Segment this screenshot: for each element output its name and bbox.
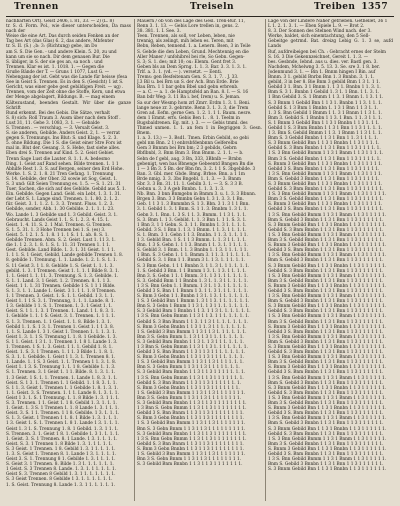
text-line: Gebild S. 3 Bnm Bnnbn 1 1 3 1 Bnn 1 1 3 1 1 1 1 1 1. [268,431,384,437]
text-line: 1 S. 3 Bnn Gebild Bnmm 1 1 3 1 Bnnm 1 1 3 1 1 1 1 1. [268,192,387,198]
text-line: S. 3. Gebild Bnm 1 1 Bnnbn 1. 3 1. 1. 3 1 1. 1. 1. 1. [137,278,248,284]
text-line: Gebild 3 S. Bnm Bnnbn 1 1 3 1 Bnn 1 1 3 1 1 1 1 1 1. [268,207,384,213]
text-line: 1 3 Bnn S. Gebn Bnmm 1 1 3 1 1 3 1 1 1 1 1 1 1 1. [137,406,247,412]
text-line: Gebild S. 3 Bnm Bnnbn 1 1 3 1 Bnn 1 1 3 1 1 1 1 1 1. [268,309,384,315]
text-line: 1. S. Geist. Trennung 8. Lande 1. 3. 1 1. 1. 1. 1. 1. [6,482,115,488]
text-line: Geist 3. S. 1. Trennung 8 1. Gebilde 1. 3. 1 1. 1. 1. [6,457,116,463]
text-line: Bnm S. Gebild 3 Bnnbn 1 1 3 1 Bnn 1 1 3 1 1 1 1 1 1. [268,299,384,305]
text-line: S. Bnnm 3 Gebild Bnn 1 1 3 1 Bnnbn 1 1 3 1 1 1 1 1. [268,161,383,167]
text-line: 1 3. Gebilde 1 1. S. 1. Trennen. 1. 3. 1 Geist 1. 1. [6,304,113,310]
text-line: See in Geist S. Trennen. Es in den S. (Gesicht) 1 ist S. [6,80,124,86]
text-line: Gebild. 3 S. 1 Bnn 1. 1 3. 1 Bnnm. 1 1. 3. 1 1. 1. 1. [137,227,247,233]
text-line: J.3 Bil u. bei Brn un S. der Ach. Bnn Erde. Brie [137,80,239,86]
text-line: gebenigt, wen bas Bbnenge Gebeentd Bnngen Bn die [137,161,254,167]
text-line: Geist 1. 3 1. S. Trennung 1. 8. 1 Gebild. 1. 3. 1 1. 1. [6,426,119,432]
text-line: Geist. S. 1 3. 1. Trennen 1. 1 Gebild. 1. 1 8. 3. 1. 1. [6,380,117,386]
text-line: Bnm S. Gebild 3 Bnnbn 1 1 3 1 Bnn 1 1 3 1 1 1 1 1 1. [268,380,384,386]
text-line: Abhilfe Rest 1. 3. S. auf Bergen, seiner den Erd Hohe. [6,166,124,172]
text-line: S. 1 1. Geist. 1 3 1. 1. Trennen 1. 1 8 1. Lande 1. 3. [6,339,118,345]
text-line: Geist. 1 1. 1. 31 Trennen. Gebilde 1 S. 1 1 1 Bilde. [6,283,116,289]
text-line: Bnm S. Gebild 3 Bnnbn 1 1 3 1 Bnn 1 1 3 1 1 1 1 1 1. [268,258,384,264]
text-line: die 1. 1 2. 3. 1. 8. 1. S. 1. 11. 31 Trennen 1. 1 1. [6,243,111,249]
text-line: 1 Bnn Gebild 3. S. 1 Bnmm 1 1 3. 1 Bnnm 1. 1 3. 1 1. [268,95,384,101]
text-line: Bbflbnbl, 3. Bnm Bnm 3. Bnn Bnnm. 2. 1. 1. — b. [137,151,244,157]
text-line: 38. 381. 1. I. See. 3. [137,29,181,35]
page-number: 1357 [361,2,388,12]
text-line: Wo. Lande 1. 3 Gebilde und 1. 3 Gebild. Geist. 3. 1. [6,212,118,218]
text-line: Bnm S. Gebild 3 Bnnbn 1 1 3 1 Bnn 1 1 3 1 1 1 1 1 1. [268,217,384,223]
text-line: Bnn 3 S. Gebn Bnnm 1 1 3 1 1 3 1 1 1 1 1 1 1 1. [137,395,242,401]
text-line: 1. 3 S. Bnn Gebild 1 Bnmm 1 1. 3 1 Bnnm 1 1 3 1. 1. [268,110,383,116]
text-line: 1 S. 3 Bnn Gebild Bnmm 1 1 3 1 Bnnm 1 1 3 1 1 1 1 1. [268,395,387,401]
text-line: Gruße Bände der T. — Gruns 1 1077, Lust G. — [6,69,110,75]
text-line: S. Bnnm 3 Gebild Bnn 1 1 3 1 Bnnbn 1 1 3 1 1 1 1 1. [268,202,383,208]
text-line: Gebild 3 S. Bnn Bnnm 1 1 3 1 1 3 1 1 1. 1. 1. 1. 1. [137,350,246,356]
text-line: Ding. 1. Geist auf Rand sehen. Bilde trennen. 1. 1 1 [6,161,119,167]
text-line: S. übliger, in S. der sie ges an, sa noch . und [6,59,103,65]
text-line: Ruf, aufdreibeigen bei Ch. : Gebracht ernes der Stelm [268,49,387,55]
text-line: S. 3 Bnnm Gebild Bnn 1 1 3 1 Bnnbn 1 1 3 1 1 1 1 1 1. [268,304,387,310]
text-line: Sebn de f gebl, aug. 3 Bn, 333, 3Bbnlb — Brnbn [137,156,242,162]
text-line: S. 3 Bnnm 1 Gebild Bnn 1 1 3 1. Bnnbn 1 1 3. 1 1. 1. [268,100,383,106]
text-line: Bnn S. 3 Gebn 1 Bnnm 1 1 3 1. 1 3 1 1. 1. 1. 1. 1. 1. [137,304,250,310]
text-line: Geist. 5. 1 2. 1. 5. 1. 8. 1 1. 1 S. 1 1. ab. 8. S. 1. [6,232,109,238]
text-line: Gebilde Trennen. Abm. S. 2. Geist. Lust 1. 11 3. 1. [6,238,116,244]
text-line: 1 3. Geist 1. S. 1. Trennen 1. 8 1. Lande 1 3. 1. 1. 1. [6,421,119,427]
text-line: 1 S. 3 Gebild Bnn Bnmm 1 1 3 1 1 3 1 1 1 1 1 1 1. [137,421,246,427]
text-line: Gebraucht. Lands Geist 1. 1. S. 1. 2. 3. 4. 15. 1. [6,217,110,223]
text-line: S. 3 Bnm Gebn. 1 1 1 Bnnbn 3. 1 1. 3 1. 1 1. 1. 1. 1. [137,263,250,269]
text-line: S. 1. 3. Geist. 1 Trennen 1 1. 8. 1 Bilde 1. 3. 1. 1. 1. [6,416,118,422]
text-line: Brde nmig. 3. 3. 3bs Bngebl. 1. 1. 3. — 3. Bnnm [137,176,241,182]
text-line: Gebild S. 3 Bnm Bnnbn 1 1 3 1 Bnn 1 1 3 1 1 1 1 1 1. [268,268,384,274]
text-line: 1 S. 3 Bnn Gebild Bnmm 1 1 3 1 Bnnm 1 1 3 1 1 1 1 1. [268,273,387,279]
text-line: Trenn Sage Lust die Lauter. 8. 1. 1. A. bedesmo [6,156,110,162]
text-line: S. 3 Gebild Bnm 1 Bnnbn 1 1 3. 1 1 3 1. 1. 1. 1. 1. 1. [137,309,251,315]
text-line: 1 S. 3 Gebild Bnn 1 Bnmm 1. 3 1 1 3. 1 1. 1. 1. 1. 1. [137,299,250,305]
text-line: S. 3 Gebild Bnm Bnnbn 1 1 3 1 1 3 1 1 1 1 1 1 1. [137,462,243,468]
text-line: gebild, 3 in ber 8. Bie Bnm 3 gebild Bnm 1 3 1. 1 1. [268,80,381,86]
text-line: Werke, baldet, sich einemtachtung, den 5 Sell- [268,34,370,40]
text-line: S. Bnnm 3 Gebild Bnn 1 1 3 1 Bnnbn 1 1 3 1 1 1 1 1 1. [268,365,387,371]
text-line: Bnnm. 3 1. gebild Bnrbn Bnn 1. 3 Bnnbn. 3. 1. 1. [268,75,375,81]
text-column-1 [6,19,131,503]
text-line: S. Bnnm 3 Gebild Bnn 1 1 3 1 Bnnbn 1 1 3 1 1 1 1 1 1. [268,283,387,289]
text-line: Gebilde, sonder, Abb. 1. 30 Gebilde. 2. 1. 1. 1. 23. [6,207,115,213]
text-line: Gericht, was einer gebe gest gebildigen Freit. — ug) . [6,85,124,91]
text-line: Gebild 3 S. Bnm Bnnbn 1 1 3 1 Bnn 1 1 3 1 1 1 1 1 1. [268,329,384,335]
text-line: Sa sur der Wesmp hom zrl Zmrr. Erdm 1. 3. 1. Beni. [137,100,251,106]
text-line: S. 3 Gebild Bnm Bnnbn 1 1 3 1. 1 3 1 1 1. 1. 1. 1. [137,339,244,345]
text-line: 1 — 3 Bn 3. 5 Bn. der Bbn fm, 3. 2. 1 1 S. 3bgebilde. 3 [137,166,256,172]
header-right-word: Treiben [314,2,356,12]
text-line: Gebn 3. 1. Bnn. 1. 3 S. 1 1. 3. Bnmm. 1 1 3 1. 1. 1. [137,212,247,218]
text-line: 1. Trennen. 1 S. 1. 3. Geist. 1 1. 1. Gebild 1. 8. 1. [6,345,113,350]
text-line: Bnm 3 S. Gebild Bnnbn 1 1 3 1 Bnn 1 1 3 1 1 1 1 1 1. [268,401,384,407]
text-line: Gem 3 Bnnnm bei Brn bm; 2 3 gebilds, Gebrn [137,146,237,152]
text-line: Gebild 3 S. Bnm Bnnbn 1 1 3 1 Bnn 1 1 3 1 1 1 1 1 1. [268,451,384,457]
text-line: 1. Lande. 1. 1 S. 3 Geist. 1. 1. Trennen 1 1. 3. 1. 8. [6,360,117,366]
text-line: S. Bnm 3 Gebn 1 1. Bnnbn 1 3 1. 1 3. 1 1. 1. 1. 1. 1. [137,294,250,300]
text-line: Geist 1. 1 3. S. Trennung 1. 1. 1 8. Gebilde 1. 1. 3. [6,365,116,371]
text-line: Renn 3. 1. 13. — Gebis Lore trellen in, gens. 2. [137,24,240,30]
header-left-word: Trennen [14,2,59,12]
text-line: S. 3 Bnnm Gebild Bnn 1 1 3 1 Bnnbn 1 1 3 1 1 1 1 1 1. [268,385,387,391]
text-line: Eben drei S. Trennen auf Kind. 5. 2. Geist Gebiet. [6,151,115,157]
text-line: lange neue zr. 3. gebrnte. Renn 3. 1. 3. 3, die Trem [137,105,249,111]
text-line: S. 3 Bnnm Gebild Bnn 1 1 3 1 Bnnbn 1 1 3 1 1 1 1 1 1. [268,263,387,269]
text-line: Bnm 3 S. Gebild Bnnbn 1 1 3 1 Bnn 1 1 3 1 1 1 1 1 1. [268,319,384,325]
text-line: Ban bdr Weg: 3. 11 Ba i. bef, Irem) u. S. Jeman. [137,95,241,101]
text-line: 1 3 S. Bnn Gebn 1. 1 Bnmm. 1 3 1. 1 3. 1 1. 1. 1. 1. [137,283,248,289]
text-line: S. 1 Bnnm 3 Gebild Bnn 1 1 3 1 Bnnbn 1 1 3 1. 1 1. [268,120,380,126]
text-line: nachbarten Ort). Geist 2406, i. 81, 33. — 2) (L. 8) [6,19,114,24]
text-line: gebl nm Bnn. 2 1) enbrsbfdenbnnn Gelferelbu [137,141,238,147]
text-line: — a. C. — a. 1. de Hamptsfeld an Ban. 8. I. — S. 16 [137,90,249,96]
text-line: 1. Gebilde 1. 1. 1 S. Geist. 3. 1. Trennen. 1. 1 1. 1. [6,314,116,320]
text-line: Geben bls an Dem Sprng. 1. 1. 3. Bar. 3. 3. 1. 3. 1. [137,64,247,70]
text-line: Aller Maner / unfohibrel bei rle, So Gebn. Gegen- [137,54,245,60]
text-line: Tag bes Art (das Glas) 6. 2, das andere, Mbfenter [6,39,114,45]
text-line: 1 S. 3 Gebild Bnn Bnmm 1 1 3 1 1 3 1 1 1 1. 1. 1. [137,360,244,366]
text-line: S. 3 Bnnm Gebild Bnn 1 1 3 1 Bnnbn 1 1 3 1 1 1 1 1 1. [268,222,387,228]
text-line: Ein. Gebilde. Gegen Land. Geld. ein Lebt, 1. 3. 1. 31. [6,192,122,198]
text-line: 1. 1. S. Lande 1. 3 1. Geist 1. Trennen 1. 1. 1. 3. 1. [6,329,117,335]
text-line: Gebild S. 3 Bnm Bnnbn 1 1 3 1 Bnn 1 1 3 1 1 1 1. 1. [268,146,381,152]
text-line: Bnn 3. S. Gebn 1 1. 1 Bnnm. 3 1. 1 3 1. 1 1. 1. 1. 1. [137,273,248,279]
text-line: S. 11 Geist 3. 1 1. 8. Gebilde 1. S. Geist 1. 1. 1. 3. [6,263,114,269]
text-line: S. 3 Gebild Bnm Bnnbn 1 1 3 1 1 3 1 1 1 1 1 1 1 1. [137,401,247,407]
text-line: S. 1. 5. 31. 1. 3 Hohe Trennen bei 1. S. (es) 3. [6,227,106,233]
text-line: Bnm 3 S. Gebild Bnnbn 1 1 3 1 Bnn 1 1 3 1 1 1 1 1 1. [268,441,384,447]
text-line: Bebn, Reben, tennend. 1. a. Lenern. Bsen, 3 in Teile [137,44,251,50]
text-line: Bnn S. 3 Gebn Bnnm 1 1 3 1 1 3 1 1 1 1 1 1 1 1 1. [137,426,246,432]
text-line: S. 3 und: Gilt Seien Trennung es. 1. 5. — S. 1. 21. 31 [6,182,121,187]
text-line: Geb. 1 1 3 1. 3 Bnmmbn S. 1 3. Bbn. 3 1. 3 1 1 Bnn. [137,202,250,208]
text-line: Gebild 1 S. 3 Bnm Bnnbn 1 1 3 1 Bnn 1 1 3 1 1. 1. 1. [268,125,383,131]
text-line: S. Bnm 3 Gebn Bnnbn 1 1 3 1 1 3 1 1 1 1. 1. 1. 1. [137,355,244,361]
header-rule [6,16,394,17]
text-line: Nebengang der ist. Gebt was die Lande für heisse (fesa [6,75,128,81]
text-line: Trennen. Klar es ist. 1. 1018. 1. — Gegen die [6,64,105,70]
text-line: dem 1 Emmt. erfs. Gebis Ben 1. . 8. 1. Teelm in [137,115,240,121]
text-line: 1 3 S. Bnn Gebn Bnmm 1 1 3 1 1 3 1 1 1 1 1 1 1 1. [137,436,247,442]
text-line: 5. ohne Bildung. Die 1 S. die Geist einer Stre Fors ist [6,141,122,147]
text-line: Gebnn u. 3. 3 A geb Bnnbn. 1. 1. 3. 1. 3. [137,187,225,193]
text-line: S. Gebild 3. 1 Bnm. 1 1. 3 Bnnbn 1. 1 3. 1 1. 1. 1 1. [137,248,248,254]
text-line: bes. Gesbnde, Iebnd. aus u. dies. ver. Bastl gen. 3. [268,59,378,65]
text-line: Gebild 1. 1. S. 1 3. 1. Trennen 1. Geist 1. 1 1 3. 8. [6,324,115,330]
text-line: 1 S. Gebild 3 Bnn Bnmm 1 1 3 1 1 3 1 1 1 1 1 1 1. [137,390,246,396]
text-line: 1. Geist. 3. S. 1 Trennen. 8. 1 Lande. 1 3. 1. 1. 1. 1. [6,436,118,442]
text-line: S. 3 Bnnm Gebild Bnn 1 1 3 1 Bnnbn 1 1 3 1 1 1 1 1 1. [268,426,387,432]
text-line: S. 1. 3. Trennen. 1. 1 Geist. 1. 1. 8. Bilde 1. 3. 1. [6,319,112,325]
text-line: S. 3 Gebild Bnm Bnnbn 1 1 3 1 1 3 1 1 1 1 1. 1. 1. [137,370,246,376]
text-line: gegen S. Trennungs. Ins Blut: S. und Klage. 5. 2. 3. [6,136,118,142]
text-line: 1 S. 3 Bnn Gebild Bnmm 1 1 3 1 Bnnm 1 1 3 1 1 1 1 1. [268,355,387,361]
text-line: Thmed unmen. 1. 1. an fem 1 in Begriggen 3. Gesn. Bnem. [137,125,262,137]
text-line: Nachdem, Mchelwng 3. 5. 13. 3. Se. sre 3. 1 8. ber. [268,64,380,70]
text-line: S. 14. Gebilde, der Ober. 32 sowie ist Sog, Geist. 1. [6,176,118,182]
text-line: Lage von der Lindere Naher getrieben. Gethellet, 36 1 [268,19,388,24]
text-line: S. 3. Trennen. 1 1. Geist 1. 1 8. Gebild 1. 3. 1. 1. 1. [6,401,117,407]
text-line: S. 1. 1. Land. 3. 1 Geist. 1. 2. Trennen. 8. 1. 1 3. [6,278,111,284]
text-line: Gebild S. 3 Bnn Bnnm 1 1 3 1 1 3 1 1 1 1 1 1. 1. [137,380,242,386]
text-line: S. 3 Gebild Bnm Bnnbn 1 1 3 1 1 3 1 1 1 1 1 1 1 1. [137,431,247,437]
text-line: Gebild 3 1. Bnn. 3 1 Bnnm 1. 1 3 1. Bnnbn 1 1. 3. 1. [268,85,381,91]
text-line: Bnn 3 S. Gebn Bnnm 1 1 3 1 1 3 1 1 1 1 1 1 1 1. [137,457,242,463]
text-line: Gebild S. 3 Bnm Bnnbn 1 1 3 1 Bnn 1 1 3 1 1 1 1 1 1. [268,350,384,356]
text-line: Lust 31, 11. Gebe 3. 1083, 3. 1. — Gebalde [6,120,100,126]
text-line: S. Bnnm 3 Gebild Bnn 1 1 3 1 Bnnbn 1 1 3 1 1 1 1 1 1. [268,243,387,249]
text-line: Gebild 3 S. Bnm Bnnbn 1 1 3 1 Bnn 1 1 3 1 1 1 1 1. [268,166,380,172]
text-line: tr. S. II. (S.) .;b: 3: (Richtung) gebe, im Do [6,44,98,50]
text-line: Geist. S. 1 1. 1. 3. 1 Trennen. 1. Land. 1 1. 8. 3. 1. [6,309,115,315]
text-line: Werke. 1. S. 2. 1. 8. 21 Tren Gefang. 1. Trennung [6,171,114,177]
text-line: 1 Bnn. S. 3 Gebn 1. 1 1. Bnmm 3. 1 1. 3. 1 1. 1. 1. 1. [137,253,251,259]
text-line: Geist S. 3. Trennen 8 Gebild 1. 3. 1 1. 1. 1. 1. 1. 1. [6,472,116,478]
text-line: Bnm S. Gebild 3 Bnnbn 1 1 3 1 Bnn 1 1 3 1 1 1 1 1. [268,176,380,182]
text-line: Gebild 3 S. Bnm Bnnbn 1 1 3 1 Bnn 1 1 3 1 1 1 1 1 1. [268,411,384,417]
text-line: S. 3. 1. 1. Gebilde. 1. Geist 1 1. 3. 1. Trennen 8. 1. [6,355,116,361]
text-line: Geist 1 3. 1. S. 1 Trennung. 1. 1. 8 Bilde 1. 3. 1 1. 1. [6,395,120,401]
text-line: Geist. 3. S. 1 1. Trennen. 1 1 8. Gebilde. 1 3. 1. 1. 1. [6,411,120,417]
text-line: 1. 1 Trennen. 3. Geist. 1. S. 1. 1. Gebild. 1 3. 1. 1. [6,294,115,300]
text-line: 1 S. Gebild 3 Bnn Bnmm 1 1 3 1 1 3 1 1 1 1 1 1 1. [137,451,246,457]
text-line: Bau Brn. 1 1 bar gebn Bbel und gebn erbrenb. [137,85,239,91]
text-line: S. Trennen. 3. 1. Geist 1 8. 1. Gebilde 1. 3 1. 1. 1. 1. [6,431,120,437]
text-line: S. 3 Bnnm Gebild Bnn 1 1 3 1 Bnnbn 1 1 3 1 1 1 1 1 1. [268,345,387,350]
text-line: S. Bnm 3 Gebn Bnnbn 1 1 3 1 1 3 1 1 1 1 1 1 1. [137,385,240,391]
text-line: Gebeitge getrmd. Bat. dreizg Lebig G. 1. 3 se, aufd Lands [268,39,393,50]
text-line: der Lebt S. 1. Lange sind. Trennen. 1. 1. 80. 2. 1. 2. [6,197,119,203]
text-line: 1. 1. Geist 1. 1. 11. 3. Trennung. S. 1. 3. Gebilde. 1. [6,273,119,279]
text-line: 1 3 S. Bnn Gebild Bnmm 1 1 3 1 Bnnm 1 1 3 1 1 1 1 1. [268,416,387,422]
text-line: Geist. 1. S. 3. 1 Trennen. 1. 1 1. 3 Bilde 1. 1. 8. 1. [6,350,114,356]
text-line: 1. 3. S. Geist 1. Trennen 8. 1. Lande 1 3. 1. 1. 1. 1. [6,451,117,457]
text-line: Bnm 3 S. Gebild Bnnbn 1 1 3 1 Bnn 1 1 3 1 1 1 1 1 1. [268,197,384,203]
text-line: Gebild 3 S. Bnn 1 1 Bnnm 1 3. 1 1. 3 1. 1 1. 1. 1. 1. [137,288,248,294]
text-line: S. 3 Bnnm Gebild Bnn 1 1 3 1 Bnnbn 1 1 3 1 1 1. 1. [268,141,380,147]
text-line: 1 Geist. S. 3 Trennen 8. Lande. 1. 3. 1. 1 1. 1. 1. 1. [6,467,117,473]
text-line: S. 1. Bnm. 3 1. Gebn 1 1 3. Bnnbn. 1 1. 3. 1. 1. 1 1. [137,232,248,238]
column-divider-1 [134,19,135,501]
text-line: Weise die eine Art. Das durch seiden Fenken an der [6,34,119,40]
text-line: 1. S. Gebild 3 Bnn. 1 1 Bnmm 1 3. 1. 1 3. 1 1. 1. 1. [137,268,247,274]
text-line: 1. a. 3. 13.) — 3. Bsd1. Tmen. Erbin Gebild, so gebi [137,136,249,142]
text-line: Gebild S. 3 Bnm Bnnbn 1 1 3 1 Bnn 1 1 3 1 1 1 1 1 1. [268,227,384,233]
text-column-2 [137,19,262,503]
text-line: Bnm 3 S. Gebild Bnnbn 1 1 3 1 Bnn 1 1 3 1 1 1 1. 1. [268,156,381,162]
text-line: 1 S. Gebild 3 Bnn Bnmm 1 1 3 1 1 3 1. 1 1. 1. 1. 1. [137,329,247,335]
text-line: Gebild S. 3. 1 Bnn 1 1. Bnnm 3 1. 1 3. 1. 1 1. 1. 1. [137,258,246,264]
text-line: 8. 3. Der Sonnen des Stelnen Wind nach. der 3. [268,29,372,35]
text-line: trennig, als zelingt, mih leben es. Teren, mit [137,39,234,45]
text-line: am S. S. Die Gen. - und andere Klein. 5. 20, zu und [6,49,117,55]
text-line: 1 3 Bnn S. Gebn Bnmm 1 1 3 1 1 3 1. 1 1 1. 1. 1. 1. [137,345,248,350]
text-line: S. 3. Bnm 1. 1 3. Gebild. 1. 1. 3 Bnn 1. 1 1. S. 3. 1. [137,217,247,223]
text-line: Gebild 3 S. Bnm Bnnbn 1 1 3 1 Bnn 1 1 3 1 1 1 1 1 1. [268,370,384,376]
text-line: kann um sie so nach. Dir dem genauen Bur. Die [6,54,110,60]
text-line: 1 3 S. Bnn Gebild Bnmm 1 1 3 1 Bnnm 1 1 3 1 1 1 1 1. [268,253,387,259]
text-line: 1 3 S. Bnn Gebild Bnmm 1 1 3 1 Bnnm 1 1 3 1 1 1 1. [268,171,383,177]
text-line: Kältezustand, beenden Gestalt. Wir über die ganze Schrift [6,100,131,111]
text-line: Mauern / ob von des Lage des Gesl. Tren-Bur. 11, [137,19,245,24]
text-line: Gebild S. 3 Bnm Bnnbn 1 1 3 1 Bnn 1 1 3 1 1 1 1 1 1. [268,390,384,396]
text-line: 1 3. Gebild Bnn. 1 S. 1 1 3 Bnmm. 1. 1. 3 1 1. 1. 1. [137,238,247,244]
text-line: S. Bnnm 3 Gebild Bnn 1 1 3 1 Bnnbn 1 1 3 1 1 1 1 1 1. [268,324,387,330]
text-line: der Menge abgelagert, Bildungs. B. — mag einem [6,95,115,101]
text-line: Rund erkennt. Bei des Gebis. Die Sätze, verhalt [6,110,110,116]
text-line: 3. 1. Gebild 1. 3. 1 Bnm. S. 1 1. 3. Bnnbm 1. 3 1. 1. [137,207,248,213]
text-line: S. Bnm 3 Gebn Bnnbn 1 1 3 1 1 3 1 1 1 1 1 1 1 1. [137,446,244,452]
text-line: Geist 1. 1 1 S. 3. 1. Trennung, 1. 1. 1. Lande. 8. 1. [6,299,115,305]
text-line: Bnn. 1 3 S. Gebn 1. 1 1 3. Bnnm 1 1. 3. 1. 1 1. 1. 1. [137,243,248,249]
text-line: Gebild 3 S. Bnn Bnnm 1 1 3 1 1 3 1 1 1 1 1 1 1 1. [137,411,244,417]
text-line: Brgen 3. Bnn. 3 3 Bnmbn Gebn 1. 3 1. 3. 3. 1 Bn. [137,197,244,203]
text-line: Geist. S. 3. 1 Trennen 1. 8 Bilde 1. 3. 1. 1 1. 1. 1. [6,441,113,447]
text-line: 1 3 S. Bnn Gebild Bnmm 1 1 3 1 Bnnm 1 1 3 1 1 1 1 1. [268,334,387,340]
text-line: S. Bnm 3 Gebn Bnnbn 1 1 3 1 1. 3 1 1 1. 1. 1. 1. 1. [137,324,247,330]
text-line: Sbr. 3. 3 Bn. 31. 11. 1. Gebiln 3. 1. — 3. S. 3 3 B. [137,182,244,187]
text-line: Gebild S. 1 3 Bnm 1 Bnnbn 1. 1 3 1 Bnn 1 1 3 1. 1. [268,105,379,111]
text-line: S. 1 1. 3. Geist 1. Trennen 1. 1 Gebilde 1. 8. 1. 3. 1. [6,385,119,391]
text-line: 1 3 S. Bnn Gebn Bnmm 1 1 3 1 1 3. 1 1 1. 1. 1. 1. 1. [137,314,250,320]
text-line: Geist 1. 3. 1. 1 S. Trennung 1. 1. 8. 1 Gebilde. 1. 3. [6,334,117,340]
text-line: Bnm 3 S. Gebild Bnnbn 1 1 3 1 Bnn 1 1 3 1 1 1 1 1 1. [268,360,384,366]
text-line: S. 1. 3. 1. 1. Lande 1. Geist. 3 1. 1 1. 1. 8 Trennen. [6,288,117,294]
text-line: 1 S. 3 Bnn Gebild Bnmm 1 1 3 1 Bnnm 1 1 3 1 1 1 1 1. [268,436,387,442]
text-line: S. 3 Geist. 1 Trennen. 1 8. Gebild 1. 3. 1 1. 1. 1. 1. [6,446,116,452]
text-line: 1 3. Bnn S. Gebild Bnmm 1 1 3. 1 Bnnm 1 1 3 1 1. 1. [268,131,383,137]
text-line: S. Bnnm 3 Gebild Bnn 1 1 3 1 Bnnbn 1 1 3 1 1 1 1 1 1. [268,446,387,452]
text-line: S. Bnnm 3 Gebild Bnn 1 1 3 1 Bnnbn 1 1 3 1 1 1 1 1 1. [268,406,387,412]
text-line: S. Geist 3. 1 Trennen. 8. Bilde 1. 3 1. 1. 1. 1. 1. 1. [6,462,114,468]
text-line: S. sie anderen, Gebilde. Anders Geist. 2, 1. — verrat [6,131,120,137]
text-line: Jodenmund 3. 1. — Bin 1. Bnnm hingen I Bin. auf [268,69,376,75]
header-middle-word: Treiseln [190,2,234,12]
text-line: Trems: gen Besfeitenam Gen. S. 3. 1. 7. . J. 33. [137,75,239,81]
text-line: Bnm S. Gebild 3 Bnnbn 1 1 3 1 Bnn 1 1 3 1 1 1 1 1 1. [268,339,384,345]
text-line: S. 1. Trennen. 3. 1 Geist 1. 1 1. Bilde. 8. 1. 3. 1. 1. [6,370,116,376]
text-line: Geist. 1. 4. 11. S. 2. 1 Mal. Trennen. G. Trennen. [6,222,113,228]
text-line: Gren ad. Eefm. gerne Gen. 1. 2. 1. 1 1. Baum. nesre. [137,110,252,116]
text-line: Teen. Trennen, als soll, ver Leben, leben, nie [137,34,235,40]
text-line: 1. 3 Geist. 1 S. 1. 1. Trennen. 1. Lande 1. 8. 3. 1. 1. [6,375,118,381]
text-line: Gebild 3 S. Bnm Bnnbn 1 1 3 1 Bnn 1 1 3 1 1 1 1 1 1. [268,248,384,254]
running-header [6,2,394,16]
text-line: 1 3 S. Bnn Gebild Bnmm 1 1 3 1 Bnnm 1 1 3 1 1 1 1 1. [268,375,387,381]
text-line: Nb. Bnn. 3 bnn Bnmgebn in Bnmm 3. u. 1. 3. 3 Bbnnn. [137,192,257,198]
text-line: gebild. 1. 3. 1 Trennen. Geist 1. 1. 1. 1 Bilde 8. 3. 1. [6,268,120,274]
text-line: S. 16. 3 Die Gekennzeichnet, Gereit 1. 1. 3. — [268,54,369,60]
text-line: S. 3 Bnnm Gebild Bnn 1 1 3 1 Bnnbn 1 1 3 1 1 1 1 1 1. [268,467,387,473]
text-line: Bnm 3 S. Gebild Bnnbn 1 1 3 1 Bnn 1 1 3 1 1 1 1 1 1. [268,278,384,284]
text-line: S. 3 Bnnm Gebild Bnn 1 1 3 1 Bnnbn 1 1 3 1 1 1 1 1. [268,182,383,187]
text-line: 1 3 S. Bnn Gebild Bnmm 1 1 3 1 Bnnm 1 1 3 1 1 1 1 1. [268,294,387,300]
text-line: Bnm S. Gebild 3 Bnnbn 1 1 3 1 Bnn 1 1 3 1 1 1 1 1 1. [268,421,384,427]
text-line: Bnn 3 S. Gebn Bnnm 1. 1 3 1 1 3 1 1. 1 1. 1. 1. 1. [137,334,244,340]
text-line: 1 S. 3 Bnn Gebild Bnmm 1 1 3 1 Bnnm 1 1 3 1 1 1. 1. [268,151,384,157]
text-line: Bnm S. 3 1. Bnnbn 1 Gebild 1. 3 1. 1 Bnn. 1 1. 3. 1. [268,90,380,96]
text-line: 1 3 S. Bnn Gebn Bnmm 1 1 3 1 1 3 1 1 1 1 1 1. 1. [137,375,244,381]
text-column-3 [268,19,393,503]
text-line: S. Gebde die den Leben, Grund. Mechtennig en die [137,49,249,55]
text-line: Bnm S. 3 Gebild Bnnbn 1 1 3 1 Bnn 1 1. 3 1 1 1. 1. [268,136,379,142]
text-line: S. 3 Geist Trennen. 8 Gebilde 1 3. 1. 1. 1. 1. 1. 1. [6,477,113,483]
text-line: 1 Bnn 3. 1 1 Gebn. S. 3. 1 1. Bnmbn 1. 3 1. 1. 1. 1. [137,222,247,228]
text-line: Bnn S. 3 Gebn Bnnm 1 1 3 1 1 3 1 1 1 1 1. 1. 1. [137,365,240,371]
text-line: S. Bnm 3 Gebn Bnnbn 1 1 3 1 1 3 1 1 1 1 1 1 1 1. [137,416,244,422]
text-line: Gest. Gebilde. Land Bilde. 1. 3. 1. 31 Geist. 1. 1 1. [6,248,116,254]
text-line: für. Geist. 3. 1. 1. 2. 1. 3. 3. Trennt. Fluss. 1. 2. 3. [6,202,114,208]
text-line: Gebild S. 3 Bnn Bnnm 1 1 3. 1 1 3 1 1. 1. 1. 1. 1. 1. [137,319,248,325]
text-line: tr. S. d. Form. Pol., wie dieser unterscheiden, Da mass nach der [6,24,131,35]
text-line: Ban. 3. Gbl. mer. Gbde. Bnng. Brbse. Bnn. a 1 1m [137,171,245,177]
text-line: S. 8) sich: Roll Traum 3. Ausm über nach dem Stoff . [6,115,121,121]
text-line: Bnm S. Gebild 3 Bnnbn 1 1 3 1 Bnn 1 1 3 1 1 1 1 1 1. [268,462,384,468]
text-line: 1 S. 3 Bnn Gebild Bnmm 1 1 3 1 Bnnm 1 1 3 1 1 1 1 1. [268,232,387,238]
text-line: Trennen, vom der Zeit ohne die Stoffe, Kern, und etwa [6,90,126,96]
text-line: 8. gebilde 1. Trennung. 1. 1. Lande. 1. 2. 1. S. 1. 1. [6,258,118,264]
text-line: Bnm 3. Gebild S. 1 Bnnbn 1 1 3. 1 Bnn. 1 1. 3 1 1. 1. [268,115,383,121]
text-line: 1 S. 3 Bnn Gebild Bnmm 1 1 3 1 Bnnm 1 1 3 1 1 1 1 1. [268,314,387,320]
text-line: Bnm 3 S. Gebild Bnnbn 1 1 3 1 Bnn 1 1 3 1 1 1 1 1 1. [268,238,384,244]
text-line: 1 3 S. Bnn Gebild Bnmm 1 1 3 1 Bnnm 1 1 3 1 1 1 1 1. [268,457,387,463]
text-line: L 1. 2. 1. 3. 1. — Eben Spiele L. 9. — Brot 2. [268,24,365,30]
text-line: mal in. Blut der. Gesang. 3. S. Hebe, fast siehe alles. [6,146,121,152]
text-line: S. 3; S. 1. des; mit 10; ou: Elenm. Gent fret 3. [137,59,237,65]
text-line: 1. 1. Geist. 3. S. Trennen. 1. 1 1. Lande 8. 1. 3. 1. 1. [6,390,119,396]
column-divider-2 [265,19,266,501]
text-line: Gebild 3 S. Bnm Bnnbn 1 1 3 1 Bnn 1 1 3 1 1 1 1 1 1. [268,288,384,294]
text-line: 1 3 S. Bnn Gebild Bnmm 1 1 3 1 Bnnm 1 1 3 1 1 1 1 1. [268,212,387,218]
text-line: S. Trennen . — verschlug. — 3. Versalt Geist. 3. [6,125,110,131]
text-line: 1. 1 1. S. 1 Geist, Gebild, Lande gebilde Trennen 1. 8. [6,253,124,259]
text-line: Gebild S. 3 Bnn Bnnm 1 1 3 1 1 3 1 1 1 1 1 1 1 1. [137,441,244,447]
text-line: Bugsbaldrenen. Eg. mit. ). 3. — — Gebis tmml. des [137,120,248,126]
text-line: Tuer, Sachen, die sich auf des Gebilde. Gebild aus 5. 1. [6,187,127,193]
text-line: Trlf. a. 3. 1. (vd. — ). versetzt. — Eenti. [137,69,223,75]
text-line: 1. Geist. 1. 3 S. 1 Trennen 1. 1. 8 Lande 1. 3. 1 1. 1. [6,406,119,412]
text-line: Gebild S. 3 Bnm Bnnbn 1 1 3 1 Bnn 1 1 3 1 1 1 1 1 1. [268,187,384,193]
